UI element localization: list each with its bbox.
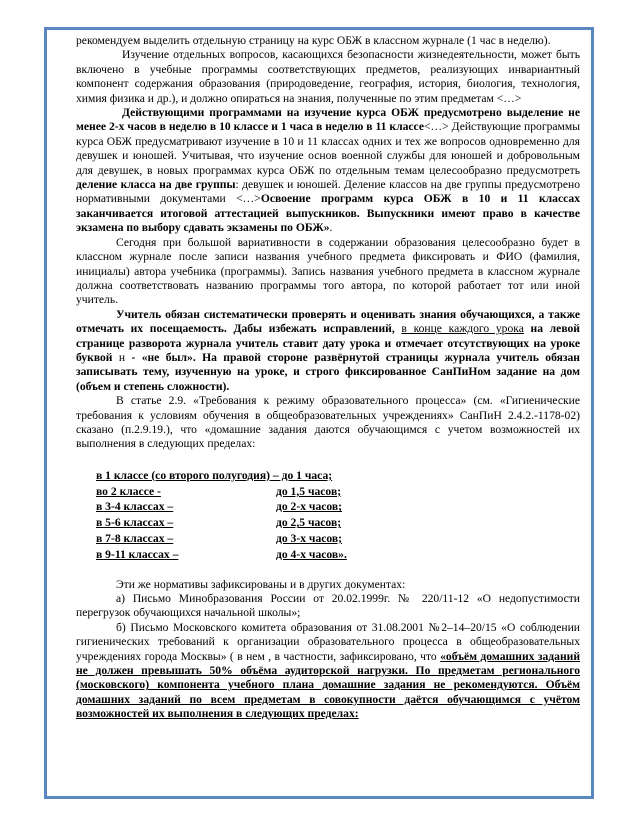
document-body: [76, 34, 580, 722]
limit-row: [96, 469, 396, 485]
limit-load: до 2-х часов;: [276, 500, 343, 514]
journal-right-page-rule: - «не был». На правой стороне развёрнутой страницы журнала учитель обязан записывать тему, изученную на уроке, и строго фиксированное СанПиНом задание на дом (объем и степень сложности).: [76, 350, 580, 393]
paragraph-8: а) Письмо Минобразования России от 20.02.1999г. № 220/11-12 «О недопустимости перегрузок обучающихся начальной школы»;: [76, 591, 580, 620]
paragraph-4: Сегодня при большой вариативности в содержании образования целесообразно будет в классном журнале после записи названия учебного предмета фиксировать и ФИО (фамилия, инициалы) автора учебника (программы). Запись названия учебного предмета в классном журнале должна соответствовать названию программы того автора, по которой работает тот или иной учитель.: [76, 235, 580, 307]
limit-grade: в 3-4 классах –: [96, 500, 174, 514]
end-of-lesson-phrase: в конце каждого урока: [401, 322, 524, 336]
group-division-phrase: деление класса на две группы: [76, 178, 236, 192]
paragraph-2: Изучение отдельных вопросов, касающихся безопасности жизнедеятельности, может быть включено в учебные программы соответствующих предметов, реализующих инвариантный компонент содержания образования (природоведение, география, история, биология, технология, химия физика и др.), и должно опираться на знания, полученные по этим предметам <…>: [76, 48, 580, 105]
limit-grade: во 2 классе -: [96, 484, 161, 498]
paragraph-9: [76, 621, 580, 722]
programs-text-2: : девушек и юношей. Деление классов на две группы предусмотрено нормативными документами <…>: [76, 178, 580, 206]
limit-grade: в 5-6 классах –: [96, 516, 174, 530]
limit-load: до 1,5 часов;: [276, 484, 342, 498]
paragraph-3: [76, 106, 580, 236]
limit-load: до 2,5 часов;: [276, 516, 342, 530]
homework-limits-list: [96, 469, 396, 564]
limit-row: [96, 532, 396, 548]
paragraph-3-end: .: [329, 221, 333, 235]
teacher-duty-statement: Учитель обязан систематически проверять и оценивать знания обучающихся, а также отмечать их посещаемость. Дабы избежать исправлений,: [76, 307, 580, 336]
limit-grade: в 9-11 классах –: [96, 547, 179, 561]
limit-grade: в 7-8 классах –: [96, 531, 174, 545]
absence-letter: н: [118, 350, 126, 364]
paragraph-5: [76, 308, 580, 394]
paragraph-7: Эти же нормативы зафиксированы и в других документах:: [116, 577, 406, 591]
limit-load: до 4-х часов».: [276, 547, 347, 561]
limit-row: [96, 500, 396, 516]
limit-row: [96, 485, 396, 501]
paragraph-1: рекомендуем выделить отдельную страницу на курс ОБЖ в классном журнале (1 час в неделю).: [76, 34, 551, 47]
limit-row: [96, 548, 396, 564]
moscow-letter-quote: «объём домашних заданий не должен превышать 50% объёма аудиторской нагрузки. По предметам регионального (московского) компонента учебного плана домашние задания не рекомендуются. Объём домашних заданий по всем предметам в совокупности даётся обучающимся с учётом возможностей их выполнения в следующих пределах:: [76, 649, 581, 721]
paragraph-6: В статье 2.9. «Требования к режиму образовательного процесса» (см. «Гигиенические требования к условиям обучения в общеобразовательных учреждениях» СанПиН 2.4.2.-1178-02) сказано (п.2.9.19.), что «домашние задания даются обучающимся с учетом возможностей их выполнения в следующих пределах:: [76, 394, 580, 451]
obzh-hours-statement: Действующими программами на изучение курса ОБЖ предусмотрено выделение не менее 2-х часов в неделю в 10 классе и 1 часа в неделю в 11 классе: [76, 106, 580, 134]
programs-text: <…> Действующие программы курса ОБЖ предусматривают изучение в 10 и 11 классах одних и тех же вопросов одновременно для девушек и юношей. Учитывая, что изучение основ военной службы для юношей и добровольным для девушек, в новых программах курса ОБЖ по отдельным темам целесообразно предусмотреть: [76, 120, 580, 177]
limit-grade: в 1 классе (со второго полугодия) – до 1 часа;: [96, 468, 333, 482]
moscow-letter-text: б) Письмо Московского комитета образования от 31.08.2001 №2–14–20/15 «О соблюдении гигиенических требований к организации образовательного процесса в общеобразовательных учреждениях города Москвы» ( в нем , в частности, зафиксировано, что: [76, 620, 580, 663]
limit-load: до 3-х часов;: [276, 531, 343, 545]
attestation-statement: Освоение программ курса ОБЖ в 10 и 11 классах заканчивается итоговой аттестацией выпускников. Выпускники имеют право в качестве экзамена по выбору сдавать экзамены по ОБЖ»: [76, 192, 580, 235]
limit-row: [96, 516, 396, 532]
journal-left-page-rule: на левой странице разворота журнала учитель ставит дату урока и отмечает отсутствующих на уроке буквой: [76, 322, 580, 364]
